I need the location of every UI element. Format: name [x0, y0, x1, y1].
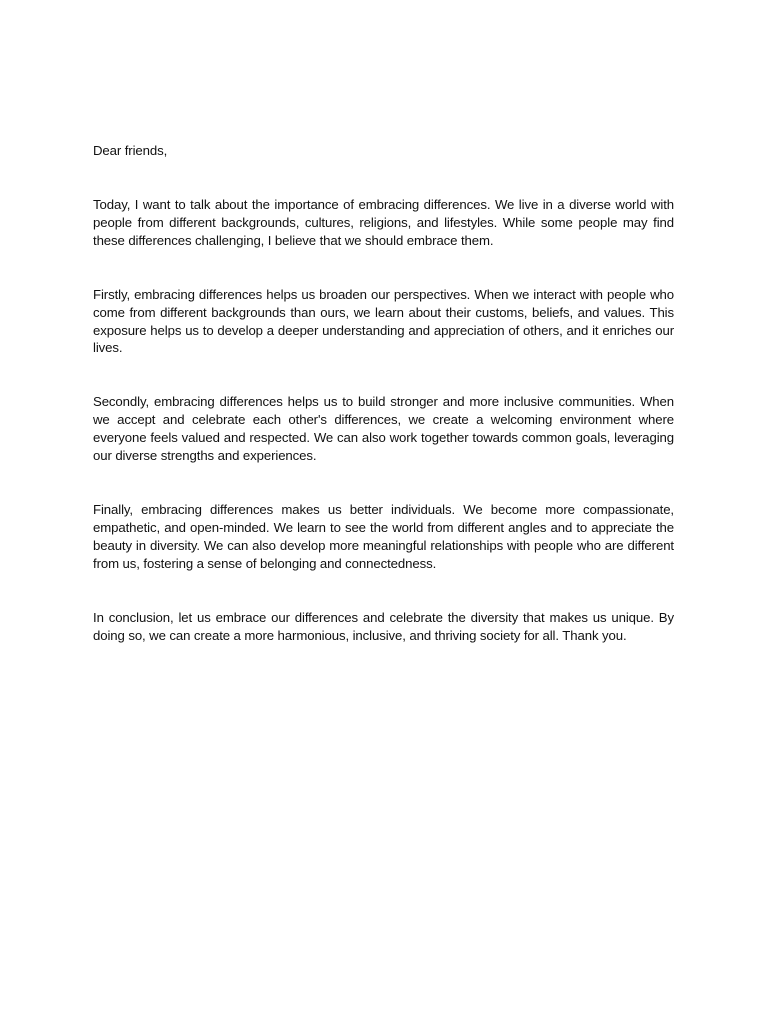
- paragraph-introduction: Today, I want to talk about the importance of embracing differences. We live in a diverse world with people from different backgrounds, cultures, religions, and lifestyles. While some people may find these differences challenging, I believe that we should embrace them.: [93, 197, 674, 248]
- paragraph-perspectives: Firstly, embracing differences helps us broaden our perspectives. When we interact with people who come from different backgrounds than ours, we learn about their customs, beliefs, and values. This exposure helps us to develop a deeper understanding and appreciation of others, and it enriches our lives.: [93, 286, 674, 356]
- paragraph-conclusion: In conclusion, let us embrace our differences and celebrate the diversity that makes us unique. By doing so, we can create a more harmonious, inclusive, and thriving society for all. Thank you.: [93, 609, 674, 643]
- salutation: Dear friends,: [93, 143, 168, 158]
- paragraph-individuals: Finally, embracing differences makes us better individuals. We become more compassionate, empathetic, and open-minded. We learn to see the world from different angles and to appreciate the beauty in diversity. We can also develop more meaningful relationships with people who are different from us, fostering a sense of belonging and connectedness.: [93, 501, 674, 571]
- letter-body: [93, 142, 674, 644]
- paragraph-communities: Secondly, embracing differences helps us to build stronger and more inclusive communities. When we accept and celebrate each other's differences, we create a welcoming environment where everyone feels valued and respected. We can also work together towards common goals, leveraging our diverse strengths and experiences.: [93, 394, 674, 464]
